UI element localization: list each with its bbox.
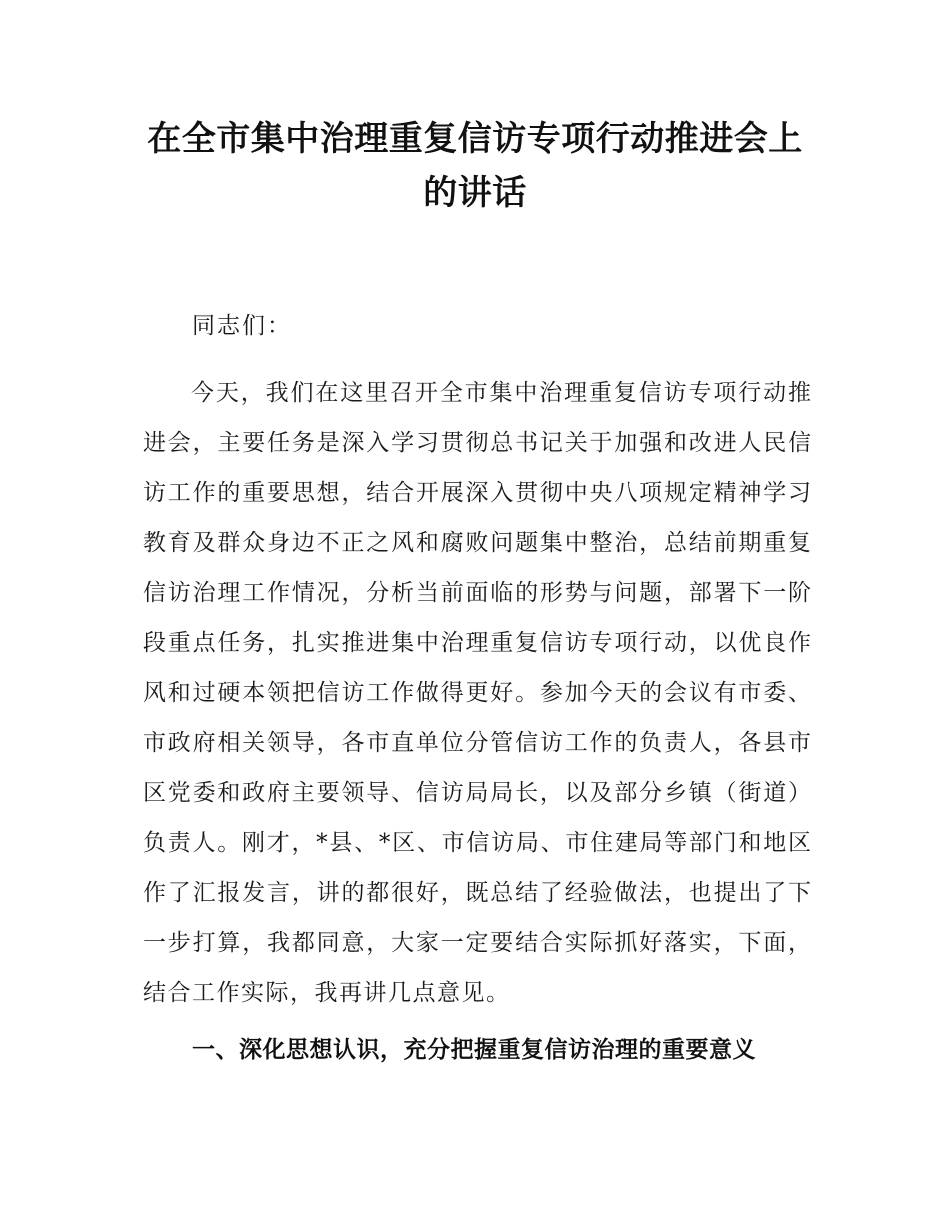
section-heading-1: 一、深化思想认识，充分把握重复信访治理的重要意义 xyxy=(192,1037,756,1063)
paragraph-line: 访工作的重要思想，结合开展深入贯彻中央八项规定精神学习 xyxy=(143,480,811,506)
paragraph-line: 风和过硬本领把信访工作做得更好。参加今天的会议有市委、 xyxy=(143,680,811,706)
title-line-1: 在全市集中治理重复信访专项行动推进会上 xyxy=(147,119,803,159)
paragraph-line: 区党委和政府主要领导、信访局局长，以及部分乡镇（街道） xyxy=(143,780,811,806)
title-line-2: 的讲话 xyxy=(423,173,527,213)
paragraph-line: 段重点任务，扎实推进集中治理重复信访专项行动，以优良作 xyxy=(143,630,811,656)
paragraph-line: 今天，我们在这里召开全市集中治理重复信访专项行动推 xyxy=(191,380,811,406)
paragraph-line: 负责人。刚才，*县、*区、市信访局、市住建局等部门和地区 xyxy=(143,830,811,856)
salutation: 同志们： xyxy=(192,313,292,339)
paragraph-line: 一步打算，我都同意，大家一定要结合实际抓好落实，下面， xyxy=(143,930,811,956)
paragraph-line: 进会，主要任务是深入学习贯彻总书记关于加强和改进人民信 xyxy=(143,430,811,456)
document-title xyxy=(140,112,810,220)
body-paragraph-1 xyxy=(143,368,811,1018)
paragraph-line: 结合工作实际，我再讲几点意见。 xyxy=(143,980,511,1006)
paragraph-line: 市政府相关领导，各市直单位分管信访工作的负责人，各县市 xyxy=(143,730,811,756)
paragraph-line: 作了汇报发言，讲的都很好，既总结了经验做法，也提出了下 xyxy=(143,880,811,906)
paragraph-line: 信访治理工作情况，分析当前面临的形势与问题，部署下一阶 xyxy=(143,580,811,606)
paragraph-line: 教育及群众身边不正之风和腐败问题集中整治，总结前期重复 xyxy=(143,530,811,556)
